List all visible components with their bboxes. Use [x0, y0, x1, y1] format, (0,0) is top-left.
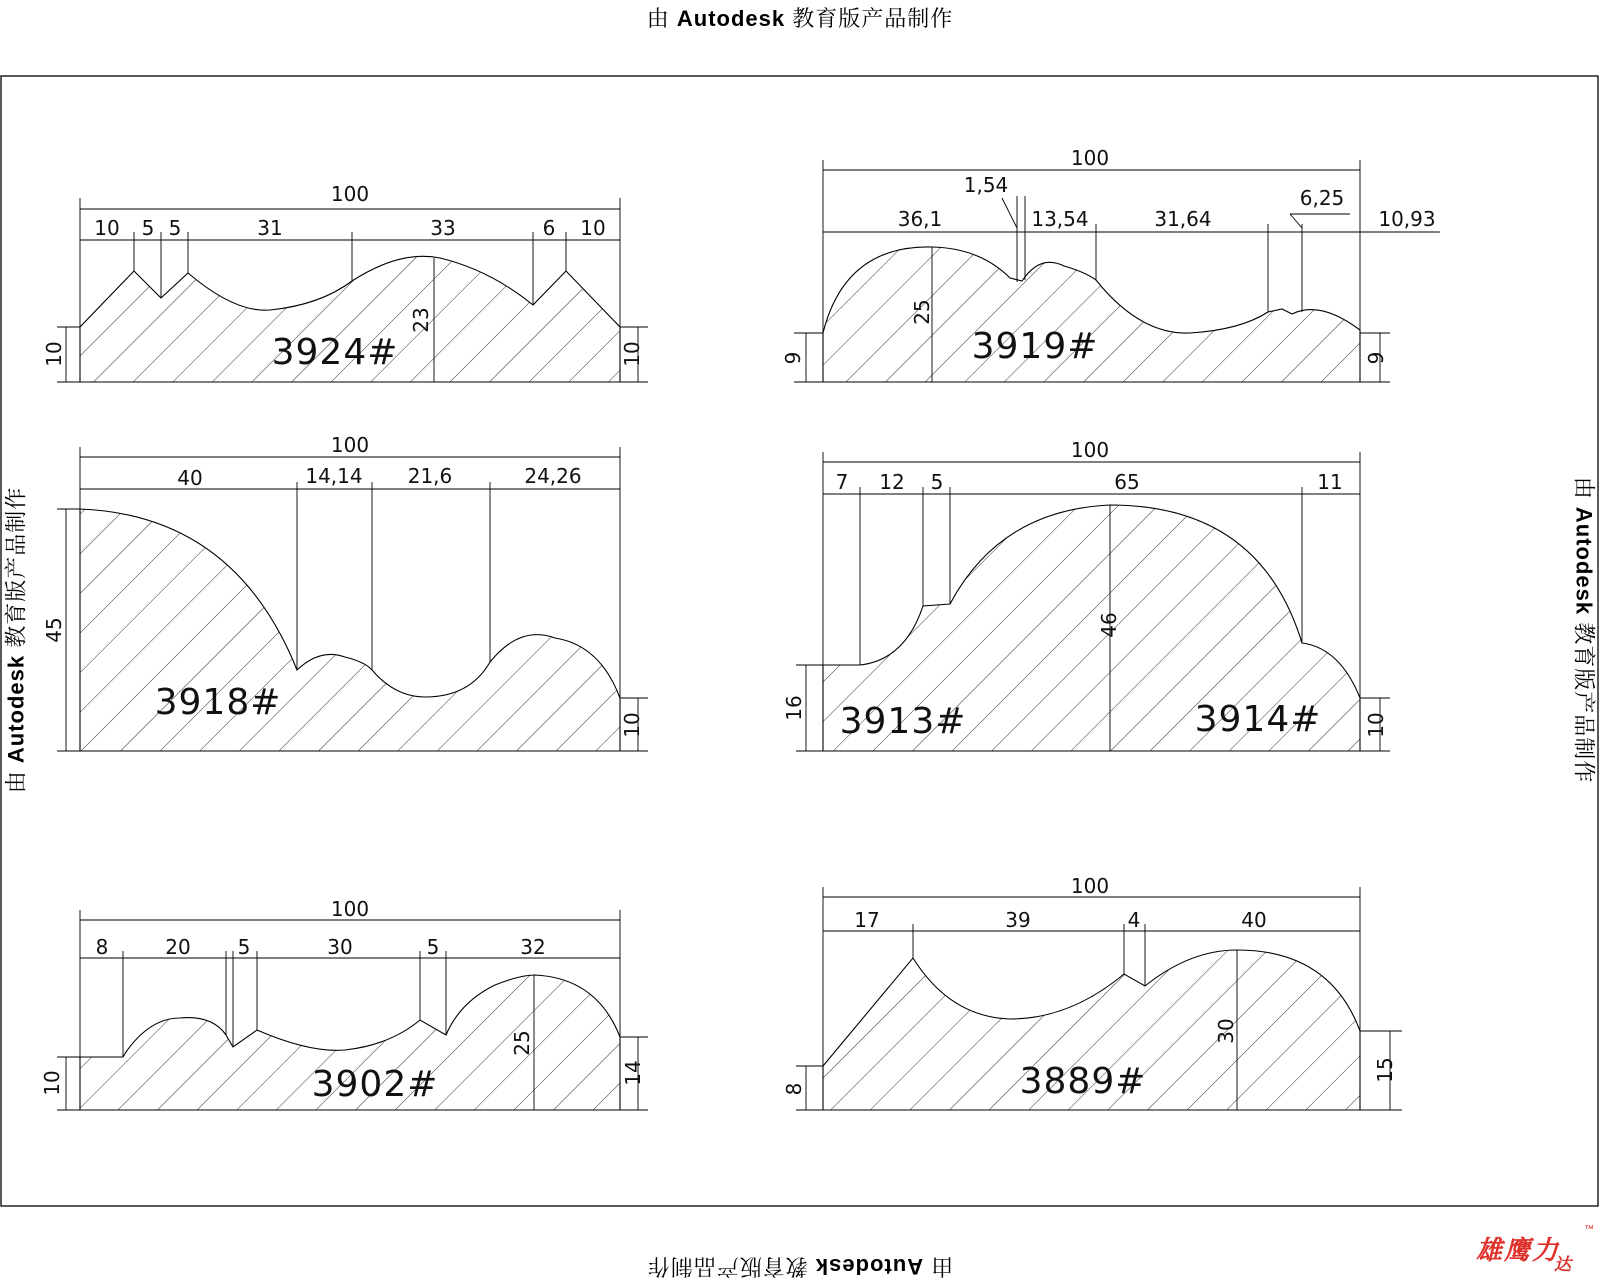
segment-label: 5 — [238, 935, 251, 959]
height-label: 8 — [782, 1083, 806, 1096]
height-label: 10 — [620, 712, 644, 737]
watermark-suffix: 教育版产品制作 — [1572, 622, 1597, 783]
watermark-brand: Autodesk — [677, 6, 785, 31]
logo-sub-text: 达 — [1554, 1250, 1571, 1275]
watermark-brand: Autodesk — [4, 655, 29, 763]
height-label: 45 — [42, 617, 66, 642]
watermark-brand: Autodesk — [815, 1254, 923, 1279]
segment-label: 5 — [142, 216, 155, 240]
height-label: 10 — [620, 341, 644, 366]
overall-width-label: 100 — [331, 433, 369, 457]
profile-code: 3889# — [1020, 1061, 1147, 1102]
height-label: 10 — [1364, 712, 1388, 737]
segment-label: 33 — [430, 216, 455, 240]
brand-logo — [1476, 1222, 1591, 1274]
overall-width-label: 100 — [331, 182, 369, 206]
overall-width-label: 100 — [331, 897, 369, 921]
segment-label: 4 — [1128, 908, 1141, 932]
segment-label: 6 — [543, 216, 556, 240]
logo-main-text: 雄鹰力 — [1476, 1230, 1560, 1267]
height-label: 16 — [782, 695, 806, 720]
watermark-brand: Autodesk — [1572, 507, 1597, 615]
profile-code: 3924# — [272, 332, 399, 373]
profile-code: 3914# — [1195, 699, 1322, 740]
height-label: 14 — [621, 1060, 645, 1085]
overall-width-label: 100 — [1071, 146, 1109, 170]
logo-trademark: ™ — [1584, 1224, 1594, 1235]
overall-width-label: 100 — [1071, 874, 1109, 898]
watermark-prefix: 由 — [647, 6, 670, 31]
segment-label: 39 — [1005, 908, 1030, 932]
height-label: 9 — [1364, 352, 1388, 365]
segment-label: 40 — [1241, 908, 1266, 932]
height-label: 10 — [42, 341, 66, 366]
segment-label: 21,6 — [408, 464, 453, 488]
watermark-prefix: 由 — [1572, 477, 1597, 500]
segment-label: 31,64 — [1154, 207, 1211, 231]
watermark-prefix: 由 — [4, 770, 29, 793]
segment-label: 8 — [96, 935, 109, 959]
segment-label: 1,54 — [964, 173, 1009, 197]
segment-label: 14,14 — [305, 464, 362, 488]
height-label: 25 — [510, 1030, 534, 1055]
overall-width-label: 100 — [1071, 438, 1109, 462]
segment-label: 13,54 — [1031, 207, 1088, 231]
segment-label: 5 — [427, 935, 440, 959]
profile-code: 3902# — [312, 1064, 439, 1105]
segment-label: 11 — [1317, 470, 1342, 494]
height-label: 46 — [1097, 612, 1121, 637]
segment-label: 24,26 — [524, 464, 581, 488]
segment-label: 20 — [165, 935, 190, 959]
watermark-suffix: 教育版产品制作 — [647, 1254, 808, 1279]
height-label: 25 — [910, 299, 934, 324]
segment-label: 31 — [257, 216, 282, 240]
segment-label: 10,93 — [1378, 207, 1435, 231]
segment-label: 30 — [327, 935, 352, 959]
watermark-prefix: 由 — [930, 1254, 953, 1279]
height-label: 30 — [1214, 1018, 1238, 1043]
segment-label: 17 — [854, 908, 879, 932]
segment-label: 7 — [836, 470, 849, 494]
profile-code: 3913# — [840, 701, 967, 742]
watermark-suffix: 教育版产品制作 — [4, 487, 29, 648]
segment-label: 32 — [520, 935, 545, 959]
segment-label: 10 — [580, 216, 605, 240]
segment-label: 5 — [931, 470, 944, 494]
profile-3918 — [57, 447, 648, 751]
height-label: 23 — [409, 307, 433, 332]
watermark-suffix: 教育版产品制作 — [792, 6, 953, 31]
segment-label: 36,1 — [898, 207, 943, 231]
height-label: 15 — [1373, 1057, 1397, 1082]
segment-label: 6,25 — [1300, 186, 1345, 210]
segment-label: 12 — [879, 470, 904, 494]
profile-code: 3919# — [972, 326, 1099, 367]
segment-label: 5 — [169, 216, 182, 240]
profile-code: 3918# — [155, 682, 282, 723]
segment-label: 10 — [94, 216, 119, 240]
segment-label: 40 — [177, 466, 202, 490]
segment-label: 65 — [1114, 470, 1139, 494]
height-label: 10 — [40, 1070, 64, 1095]
height-label: 9 — [781, 352, 805, 365]
